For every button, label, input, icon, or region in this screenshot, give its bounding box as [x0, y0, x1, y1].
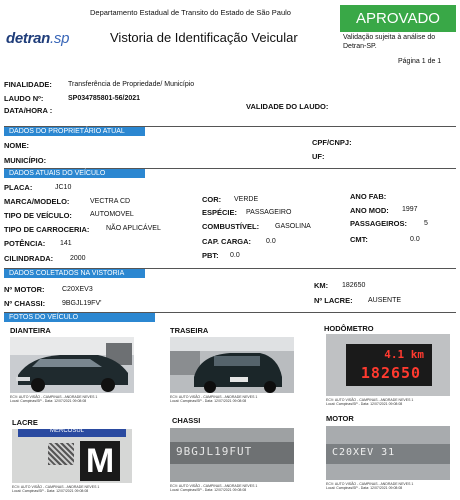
photo-label-hodometro: HODÔMETRO	[324, 324, 374, 333]
lacre-label: Nº LACRE:	[314, 296, 353, 305]
pbt-value: 0.0	[230, 252, 240, 259]
cap-carga-label: CAP. CARGA:	[202, 237, 252, 246]
uf-label: UF:	[312, 152, 325, 161]
ano-mod-label: ANO MOD:	[350, 206, 389, 215]
odometer-display	[346, 344, 432, 386]
odometer-total: 182650	[360, 364, 422, 382]
owner-section-header: DADOS DO PROPRIETÁRIO ATUAL	[4, 127, 145, 136]
lacre-value: AUSENTE	[368, 297, 402, 304]
detran-logo	[6, 30, 69, 47]
placa-label: PLACA:	[4, 183, 33, 192]
passageiros-value: 5	[424, 220, 428, 227]
data-hora-label: DATA/HORA :	[4, 106, 53, 115]
cilindrada-label: CILINDRADA:	[4, 254, 54, 263]
especie-value: PASSAGEIRO	[246, 209, 292, 216]
motor-label: Nº MOTOR:	[4, 285, 45, 294]
motor-engraving-text: C20XEV 31	[332, 447, 396, 458]
especie-label: ESPÉCIE:	[202, 208, 238, 217]
photos-section-header: FOTOS DO VEÍCULO	[4, 313, 155, 322]
page-number: Página 1 de 1	[398, 58, 442, 65]
front-car-image	[10, 337, 134, 393]
pbt-label: PBT:	[202, 251, 219, 260]
ano-fab-label: ANO FAB:	[350, 192, 387, 201]
odometer-trip: 4.1 km	[384, 348, 424, 361]
plate-letter-glyph: M	[80, 441, 120, 481]
nome-label: NOME:	[4, 141, 29, 150]
chassi-label: Nº CHASSI:	[4, 299, 46, 308]
cor-label: COR:	[202, 195, 222, 204]
photo-lacre	[12, 429, 132, 483]
ano-mod-value: 1997	[402, 206, 418, 213]
photo-caption: ECV: AUTO VISÃO - CAMPINAS - ANDRADE NEVES 1 Local: Campinas/SP - Data: 12/07/2021 09:08:08	[170, 484, 258, 492]
tipo-veiculo-label: TIPO DE VEÍCULO:	[4, 211, 72, 220]
photo-motor	[326, 426, 450, 480]
photo-dianteira	[10, 337, 134, 393]
potencia-value: 141	[60, 240, 72, 247]
photo-caption: ECV: AUTO VISÃO - CAMPINAS - ANDRADE NEVES 1 Local: Campinas/SP - Data: 12/07/2021 09:08:08	[170, 395, 258, 403]
cilindrada-value: 2000	[70, 255, 86, 262]
motor-value: C20XEV3	[62, 286, 93, 293]
combustivel-value: GASOLINA	[275, 223, 311, 230]
photo-label-lacre: LACRE	[12, 418, 38, 427]
placa-value: JC10	[55, 184, 72, 191]
municipio-label: MUNICÍPIO:	[4, 156, 47, 165]
tipo-veiculo-value: AUTOMOVEL	[90, 211, 134, 218]
validade-label: VALIDADE DO LAUDO:	[246, 102, 329, 111]
photo-label-dianteira: DIANTEIRA	[10, 326, 51, 335]
marca-value: VECTRA CD	[90, 198, 131, 205]
cpf-label: CPF/CNPJ:	[312, 138, 352, 147]
rear-car-image	[170, 337, 294, 393]
photo-hodometro	[326, 334, 450, 396]
passageiros-label: PASSAGEIROS:	[350, 219, 407, 228]
collected-section-header: DADOS COLETADOS NA VISTORIA	[4, 269, 145, 278]
qr-code-icon	[48, 443, 74, 465]
photo-label-motor: MOTOR	[326, 414, 354, 423]
chassi-value: 9BGJL19FV'	[62, 300, 102, 307]
logo-suffix: .sp	[50, 30, 70, 47]
approval-note: Validação sujeita à análise do Detran-SP.	[343, 34, 436, 50]
photo-caption: ECV: AUTO VISÃO - CAMPINAS - ANDRADE NEVES 1 Local: Campinas/SP - Data: 12/07/2021 09:08:08	[326, 398, 414, 406]
document-title: Vistoria de Identificação Veicular	[110, 30, 298, 45]
km-label: KM:	[314, 281, 329, 290]
cmt-label: CMT:	[350, 235, 368, 244]
km-value: 182650	[342, 282, 366, 289]
finalidade-label: FINALIDADE:	[4, 80, 52, 89]
photo-caption: ECV: AUTO VISÃO - CAMPINAS - ANDRADE NEVES 1 Local: Campinas/SP - Data: 12/07/2021 09:08:08	[10, 395, 98, 403]
vehicle-section-header: DADOS ATUAIS DO VEÍCULO	[4, 169, 145, 178]
combustivel-label: COMBUSTÍVEL:	[202, 222, 260, 231]
cap-carga-value: 0.0	[266, 238, 276, 245]
cmt-value: 0.0	[410, 236, 420, 243]
carroceria-label: TIPO DE CARROCERIA:	[4, 225, 90, 234]
photo-label-traseira: TRASEIRA	[170, 326, 209, 335]
photo-caption: ECV: AUTO VISÃO - CAMPINAS - ANDRADE NEVES 1 Local: Campinas/SP - Data: 12/07/2021 09:08:08	[12, 485, 100, 493]
laudo-label: LAUDO Nº:	[4, 94, 44, 103]
photo-caption: ECV: AUTO VISÃO - CAMPINAS - ANDRADE NEVES 1 Local: Campinas/SP - Data: 12/07/2021 09:08:08	[326, 482, 414, 490]
cor-value: VERDE	[234, 196, 259, 203]
logo-main: detran	[6, 30, 51, 47]
photo-chassi	[170, 428, 294, 482]
photo-label-chassi: CHASSI	[172, 416, 201, 425]
finalidade-value: Transferência de Propriedade/ Município	[68, 81, 195, 88]
chassi-engraving-text: 9BGJL19FUT	[176, 445, 253, 458]
marca-label: MARCA/MODELO:	[4, 197, 70, 206]
photo-traseira	[170, 337, 294, 393]
potencia-label: POTÊNCIA:	[4, 239, 46, 248]
carroceria-value: NÃO APLICÁVEL	[106, 225, 161, 232]
department-name: Departamento Estadual de Transito do Estado de São Paulo	[90, 8, 291, 17]
plate-mercosul-text: MERCOSUL	[50, 429, 85, 434]
approval-stamp: APROVADO	[340, 5, 456, 32]
laudo-value: SP034785801-56/2021	[68, 95, 141, 102]
